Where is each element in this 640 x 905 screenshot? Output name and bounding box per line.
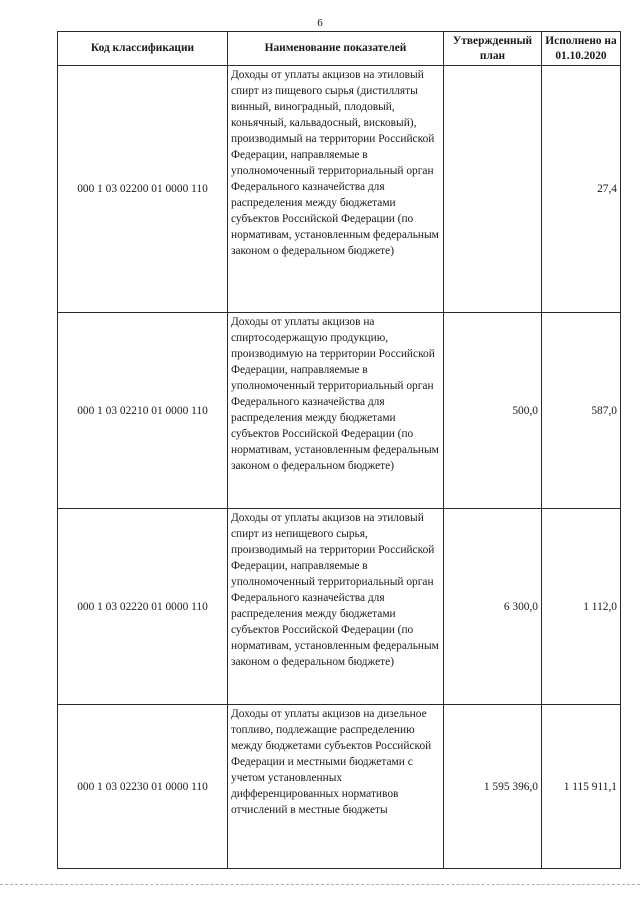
classification-code: 000 1 03 02230 01 0000 110 — [58, 705, 228, 869]
plan-value — [444, 66, 542, 313]
indicator-name: Доходы от уплаты акцизов на дизельное топливо, подлежащие распределению между бюджетами субъектов Российской Федерации и местными бюджетами с учетом установленных дифференцированных нормативов отчислений в местные бюджеты — [228, 705, 444, 869]
scan-edge-divider — [0, 884, 640, 885]
executed-value: 1 115 911,1 — [542, 705, 621, 869]
header-code: Код классификации — [58, 32, 228, 66]
indicator-name: Доходы от уплаты акцизов на этиловый спирт из пищевого сырья (дистилляты винный, виноградный, плодовый, коньячный, кальвадосный, висковый), производимый на территории Российской Федерации, направляемые в уполномоченный территориальный орган Федерального казначейства для распределения между бюджетами субъектов Российской Федерации (по нормативам, установленным федеральным законом о федеральном бюджете) — [228, 66, 444, 313]
indicator-name: Доходы от уплаты акцизов на спиртосодержащую продукцию, производимую на территории Российской Федерации, направляемые в уполномоченный территориальный орган Федерального казначейства для распределения между бюджетами субъектов Российской Федерации (по нормативам, установленным федеральным законом о федеральном бюджете) — [228, 313, 444, 509]
plan-value: 500,0 — [444, 313, 542, 509]
header-plan: Утвержденный план — [444, 32, 542, 66]
header-executed: Исполнено на 01.10.2020 — [542, 32, 621, 66]
table-row — [58, 509, 621, 705]
page-number: 6 — [317, 17, 323, 29]
classification-code: 000 1 03 02220 01 0000 110 — [58, 509, 228, 705]
executed-value: 27,4 — [542, 66, 621, 313]
executed-value: 587,0 — [542, 313, 621, 509]
executed-value: 1 112,0 — [542, 509, 621, 705]
table-row — [58, 313, 621, 509]
classification-code: 000 1 03 02200 01 0000 110 — [58, 66, 228, 313]
table-row — [58, 66, 621, 313]
indicator-name: Доходы от уплаты акцизов на этиловый спирт из непищевого сырья, производимый на территории Российской Федерации, направляемые в уполномоченный территориальный орган Федерального казначейства для распределения между бюджетами субъектов Российской Федерации (по нормативам, установленным федеральным законом о федеральном бюджете) — [228, 509, 444, 705]
classification-code: 000 1 03 02210 01 0000 110 — [58, 313, 228, 509]
header-name: Наименование показателей — [228, 32, 444, 66]
revenue-table — [57, 31, 621, 869]
table-row — [58, 705, 621, 869]
plan-value: 1 595 396,0 — [444, 705, 542, 869]
plan-value: 6 300,0 — [444, 509, 542, 705]
table-header-row — [58, 32, 621, 66]
